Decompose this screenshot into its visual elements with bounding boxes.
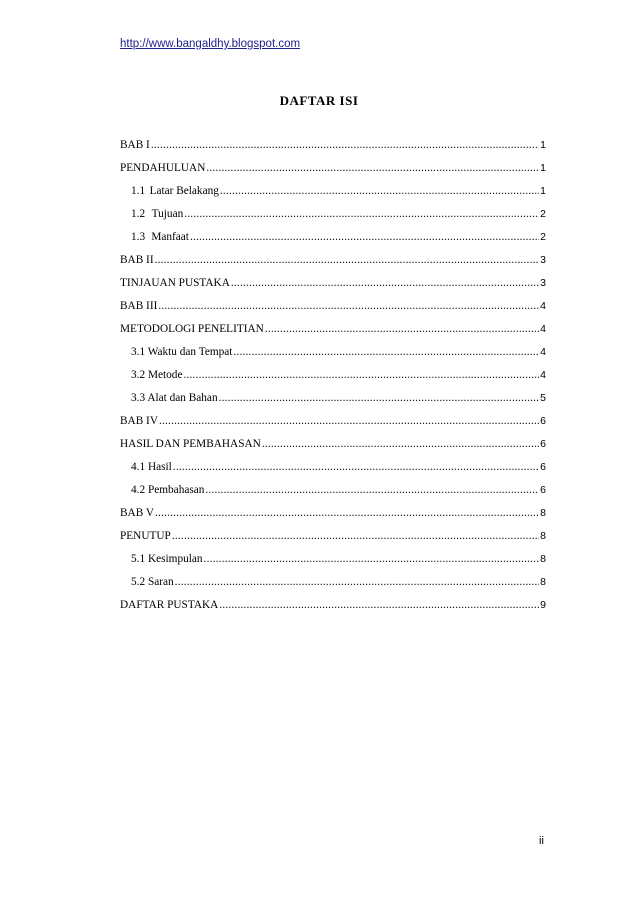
- toc-entry-label: BAB IV: [120, 415, 158, 427]
- toc-dot-leader: [151, 134, 539, 157]
- toc-entry-daftar-pustaka[interactable]: [120, 594, 546, 617]
- toc-entry-page: 6: [540, 461, 546, 473]
- toc-entry-metode[interactable]: [120, 364, 546, 387]
- table-of-contents: [120, 134, 546, 617]
- header-blog-link[interactable]: http://www.bangaldhy.blogspot.com: [120, 38, 301, 50]
- toc-entry-label: Manfaat: [151, 231, 189, 243]
- toc-entry-bab-1[interactable]: [120, 134, 546, 157]
- toc-entry-page: 1: [540, 162, 546, 174]
- toc-entry-latar-belakang[interactable]: [120, 180, 546, 203]
- toc-dot-leader: [159, 410, 539, 433]
- toc-entry-page: 3: [540, 254, 546, 266]
- toc-dot-leader: [219, 594, 539, 617]
- toc-entry-tinjauan-pustaka[interactable]: [120, 272, 546, 295]
- page-number: ii: [539, 835, 544, 847]
- toc-entry-bab-5[interactable]: [120, 502, 546, 525]
- toc-entry-label: TINJAUAN PUSTAKA: [120, 277, 230, 289]
- toc-entry-bab-2[interactable]: [120, 249, 546, 272]
- toc-entry-page: 8: [540, 576, 546, 588]
- page-title: DAFTAR ISI: [279, 93, 359, 108]
- toc-entry-label: BAB V: [120, 507, 155, 519]
- toc-dot-leader: [233, 341, 539, 364]
- toc-entry-page: 4: [540, 369, 546, 381]
- toc-entry-hasil[interactable]: [120, 456, 546, 479]
- toc-dot-leader: [155, 249, 540, 272]
- toc-entry-label: Latar Belakang: [149, 185, 219, 197]
- toc-entry-bab-3[interactable]: [120, 295, 546, 318]
- toc-entry-pembahasan[interactable]: [120, 479, 546, 502]
- toc-entry-label: BAB III: [120, 300, 158, 312]
- toc-entry-page: 6: [540, 415, 546, 427]
- toc-entry-pendahuluan[interactable]: [120, 157, 546, 180]
- toc-entry-saran[interactable]: [120, 571, 546, 594]
- toc-entry-bab-4[interactable]: [120, 410, 546, 433]
- toc-entry-label: 4.2 Pembahasan: [131, 484, 205, 496]
- toc-entry-waktu-dan-tempat[interactable]: [120, 341, 546, 364]
- toc-entry-page: 2: [540, 231, 546, 243]
- toc-entry-label: 4.1 Hasil: [131, 461, 172, 473]
- toc-entry-number: 1.2: [131, 208, 146, 220]
- toc-dot-leader: [184, 203, 539, 226]
- toc-dot-leader: [173, 456, 539, 479]
- toc-entry-page: 8: [540, 553, 546, 565]
- toc-entry-label: 3.3 Alat dan Bahan: [131, 392, 218, 404]
- toc-entry-page: 1: [540, 139, 546, 151]
- toc-entry-number: 1.3: [131, 231, 146, 243]
- toc-dot-leader: [231, 272, 539, 295]
- toc-entry-page: 9: [540, 599, 546, 611]
- toc-entry-label: BAB I: [120, 139, 150, 151]
- toc-entry-page: 8: [540, 530, 546, 542]
- toc-entry-label: PENUTUP: [120, 530, 171, 542]
- toc-dot-leader: [206, 157, 539, 180]
- toc-entry-page: 6: [540, 438, 546, 450]
- toc-dot-leader: [219, 387, 540, 410]
- toc-entry-page: 6: [540, 484, 546, 496]
- toc-entry-label: PENDAHULUAN: [120, 162, 206, 174]
- toc-entry-number: 1.1: [131, 185, 146, 197]
- toc-entry-label: 5.1 Kesimpulan: [131, 553, 203, 565]
- toc-entry-label: BAB II: [120, 254, 154, 266]
- toc-dot-leader: [220, 180, 539, 203]
- toc-entry-page: 3: [540, 277, 546, 289]
- toc-entry-page: 8: [540, 507, 546, 519]
- toc-entry-page: 2: [540, 208, 546, 220]
- toc-entry-label: HASIL DAN PEMBAHASAN: [120, 438, 261, 450]
- toc-entry-page: 4: [540, 346, 546, 358]
- toc-entry-tujuan[interactable]: [120, 203, 546, 226]
- toc-dot-leader: [175, 571, 539, 594]
- toc-entry-label: DAFTAR PUSTAKA: [120, 599, 219, 611]
- toc-dot-leader: [155, 502, 539, 525]
- toc-entry-label: METODOLOGI PENELITIAN: [120, 323, 264, 335]
- toc-dot-leader: [172, 525, 539, 548]
- toc-dot-leader: [265, 318, 539, 341]
- toc-entry-kesimpulan[interactable]: [120, 548, 546, 571]
- toc-entry-alat-dan-bahan[interactable]: [120, 387, 546, 410]
- toc-dot-leader: [205, 479, 539, 502]
- toc-entry-page: 4: [540, 323, 546, 335]
- toc-entry-hasil-dan-pembahasan[interactable]: [120, 433, 546, 456]
- toc-entry-manfaat[interactable]: [120, 226, 546, 249]
- toc-dot-leader: [183, 364, 539, 387]
- toc-entry-page: 1: [540, 185, 546, 197]
- toc-entry-page: 4: [540, 300, 546, 312]
- toc-entry-label: 3.2 Metode: [131, 369, 183, 381]
- toc-dot-leader: [190, 226, 539, 249]
- toc-entry-label: Tujuan: [151, 208, 184, 220]
- toc-entry-label: 3.1 Waktu dan Tempat: [131, 346, 233, 358]
- toc-dot-leader: [262, 433, 539, 456]
- toc-dot-leader: [204, 548, 540, 571]
- toc-dot-leader: [158, 295, 539, 318]
- toc-entry-page: 5: [540, 392, 546, 404]
- toc-entry-metodologi-penelitian[interactable]: [120, 318, 546, 341]
- toc-entry-penutup[interactable]: [120, 525, 546, 548]
- toc-entry-label: 5.2 Saran: [131, 576, 174, 588]
